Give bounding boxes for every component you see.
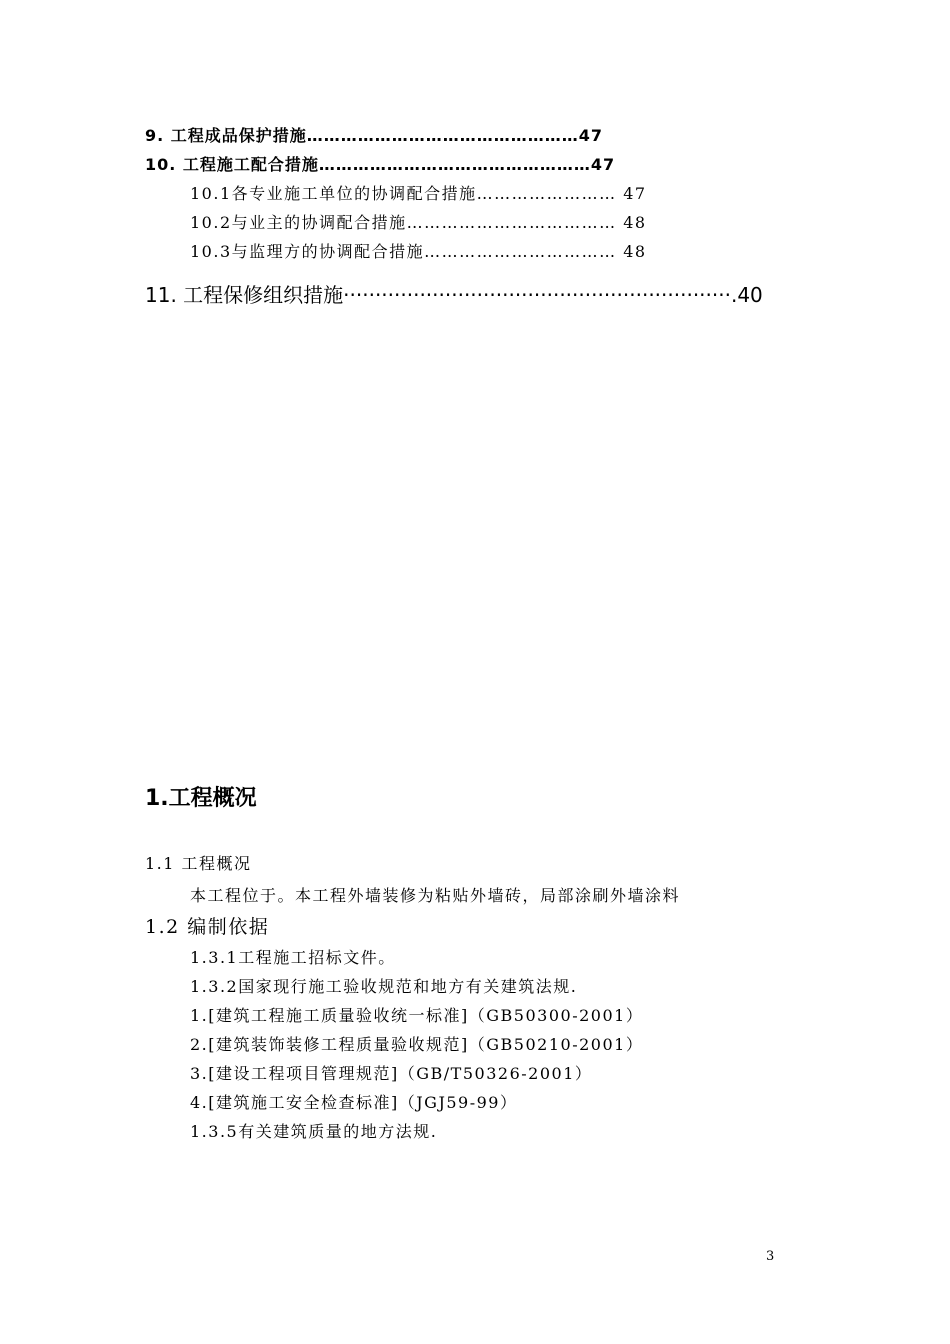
toc-item-10-1[interactable]: 10.1各专业施工单位的协调配合措施…………………… 47 (190, 184, 647, 203)
basis-item: 3.[建设工程项目管理规范]（GB/T50326-2001） (190, 1064, 593, 1083)
toc-item-10-2[interactable]: 10.2与业主的协调配合措施……………………………… 48 (190, 213, 647, 232)
subsection-1-1-title: 1.1 工程概况 (145, 854, 252, 873)
basis-item: 1.3.1工程施工招标文件。 (190, 948, 396, 967)
page-number: 3 (766, 1249, 775, 1264)
toc-item-11[interactable]: 11. 工程保修组织措施·····························································.40 (145, 283, 763, 307)
toc-item-10[interactable]: 10. 工程施工配合措施…………………………………………47 (145, 155, 616, 174)
basis-item: 2.[建筑装饰装修工程质量验收规范]（GB50210-2001） (190, 1035, 644, 1054)
basis-item: 1.3.5有关建筑质量的地方法规. (190, 1122, 438, 1141)
basis-item: 1.3.2国家现行施工验收规范和地方有关建筑法规. (190, 977, 578, 996)
toc-item-9[interactable]: 9. 工程成品保护措施…………………………………………47 (145, 126, 604, 145)
section-title: 1.工程概况 (145, 786, 257, 811)
subsection-1-1-text: 本工程位于。本工程外墙装修为粘贴外墙砖，局部涂刷外墙涂料 (190, 886, 681, 905)
subsection-1-2-title: 1.2 编制依据 (145, 916, 270, 938)
basis-item: 4.[建筑施工安全检查标准]（JGJ59-99） (190, 1093, 518, 1112)
basis-item: 1.[建筑工程施工质量验收统一标准]（GB50300-2001） (190, 1006, 644, 1025)
toc-item-10-3[interactable]: 10.3与监理方的协调配合措施…………………………… 48 (190, 242, 647, 261)
